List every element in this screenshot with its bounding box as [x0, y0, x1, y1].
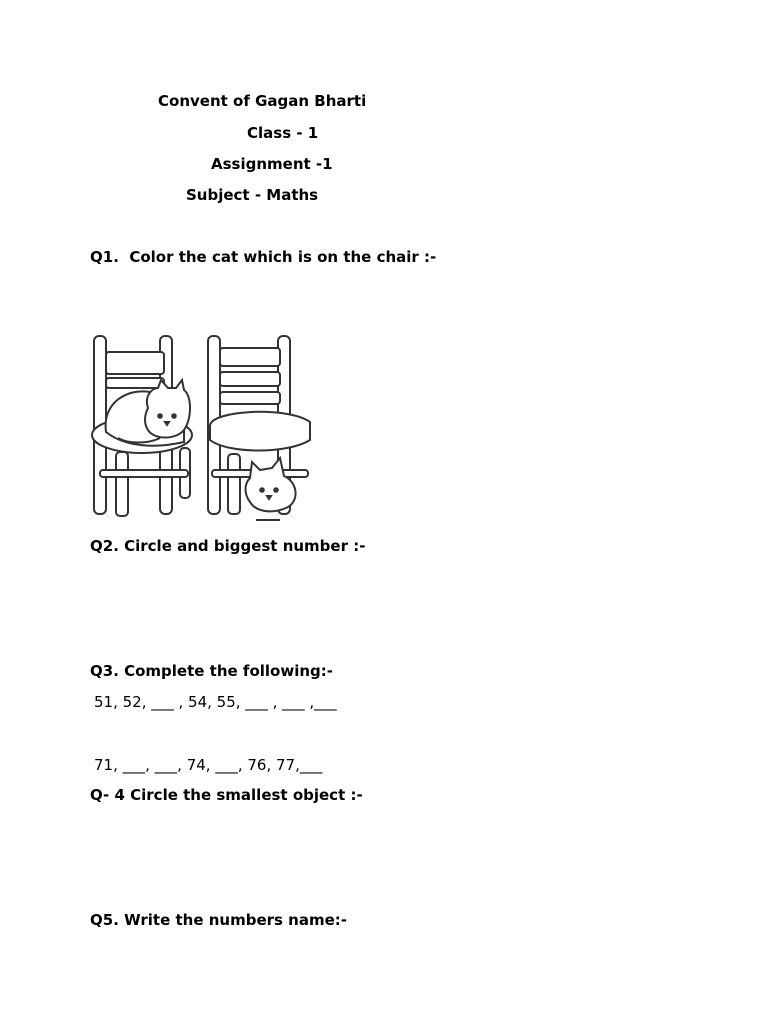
sequence-1: 51, 52, ___ , 54, 55, ___ , ___ ,___: [94, 693, 337, 711]
subject-label: Subject - Maths: [186, 186, 319, 204]
assignment-label: Assignment -1: [211, 155, 333, 173]
question-2: Q2. Circle and biggest number :-: [90, 537, 366, 555]
cat-on-chair: [106, 380, 190, 446]
class-label: Class - 1: [247, 124, 319, 142]
question-5: Q5. Write the numbers name:-: [90, 911, 348, 929]
question-4: Q- 4 Circle the smallest object :-: [90, 786, 363, 804]
question-1: Q1. Color the cat which is on the chair :-: [90, 248, 437, 266]
question-3: Q3. Complete the following:-: [90, 662, 333, 680]
school-name: Convent of Gagan Bharti: [158, 92, 367, 110]
cats-on-chairs-illustration: [88, 330, 318, 525]
sequence-2: 71, ___, ___, 74, ___, 76, 77,___: [94, 756, 323, 774]
